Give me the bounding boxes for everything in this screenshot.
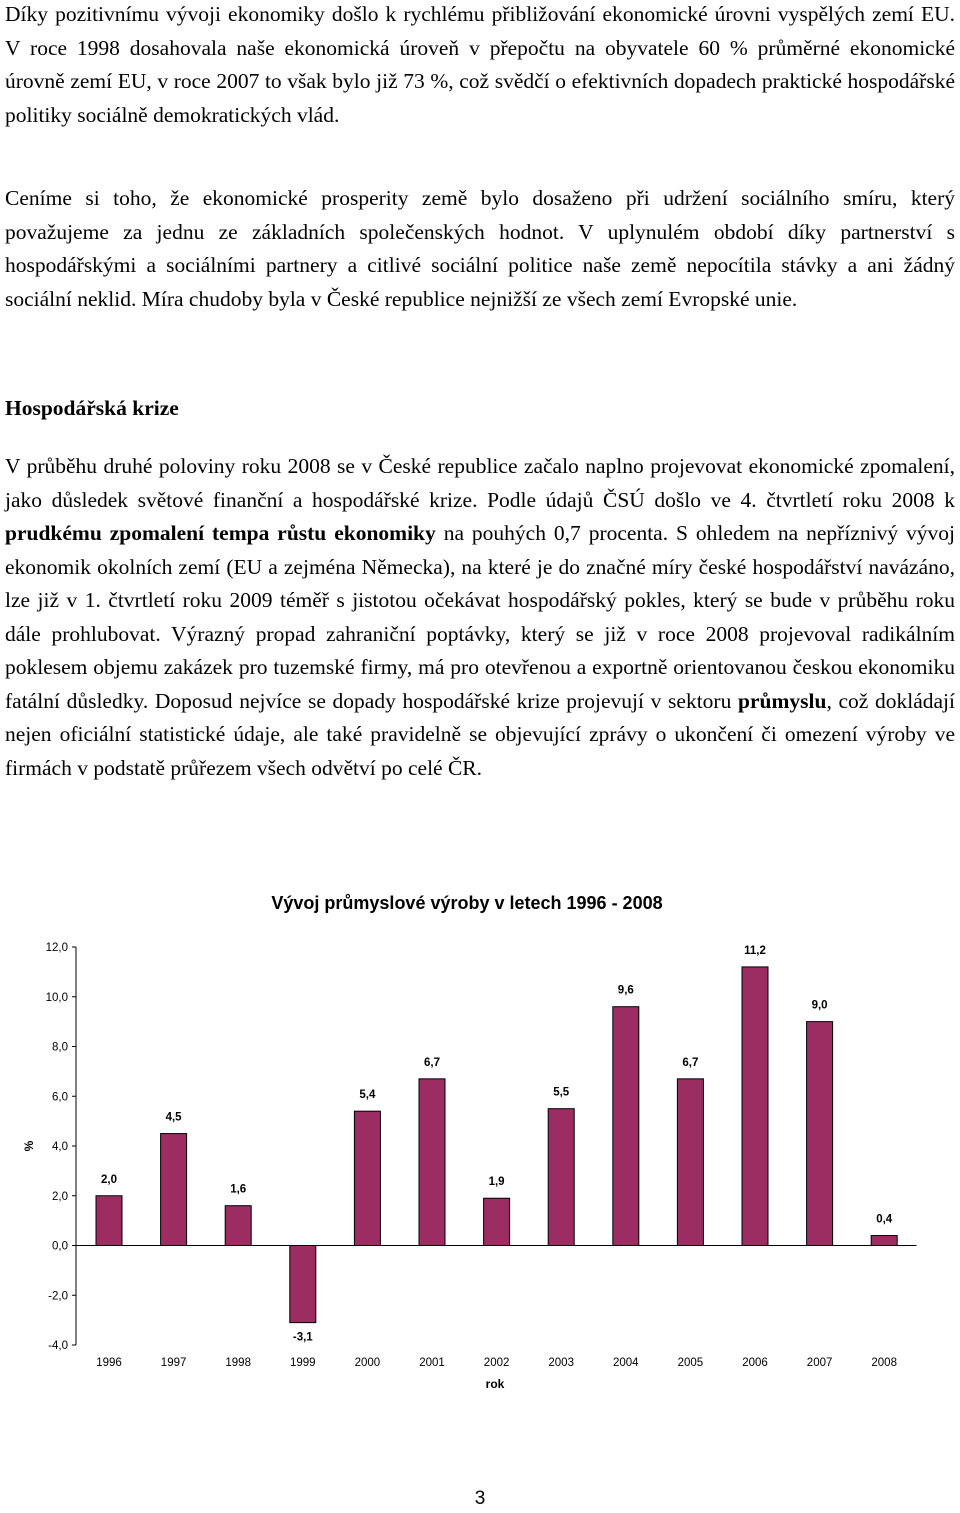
bar-value-label: 5,4 xyxy=(359,1089,376,1102)
bar-value-label: 4,5 xyxy=(165,1111,182,1124)
bars xyxy=(96,967,897,1323)
x-tick-label: 1999 xyxy=(290,1357,316,1369)
x-axis-label: rok xyxy=(485,1377,505,1391)
y-tick-label: -2,0 xyxy=(48,1290,68,1303)
y-axis-label: % xyxy=(22,1140,36,1152)
bar-value-label: 9,0 xyxy=(811,999,828,1012)
x-tick-label: 1998 xyxy=(225,1357,251,1369)
x-tick-label: 1997 xyxy=(160,1357,187,1369)
section-heading: Hospodářská krize xyxy=(5,396,179,420)
paragraph-economic-crisis xyxy=(5,450,955,785)
bar xyxy=(742,967,768,1246)
page-number: 3 xyxy=(474,1488,486,1509)
paragraph-text-part: na pouhých 0,7 procenta. S ohledem na nepříznivý vývoj ekonomik okolních zemí (EU a zejména Německa), na které je do značné míry české hospodářství navázáno, lze již v 1. čtvrtletí roku 2009 téměř s jistotou očekávat hospodářský pokles, který se bude v průběhu roku dále prohlubovat. Výrazný propad zahraniční poptávky, který se již v roce 2008 projevoval radikálním poklesem objemu zakázek pro tuzemské firmy, má pro otevřenou a exportně orientovanou českou ekonomiku fatální důsledky. Doposud nejvíce se dopady hospodářské krize projevují v sektoru xyxy=(5,521,955,713)
bar xyxy=(161,1134,187,1246)
x-tick-label: 2007 xyxy=(806,1357,833,1369)
x-tick-label: 2003 xyxy=(548,1357,574,1369)
bar xyxy=(548,1109,574,1246)
bar xyxy=(225,1206,251,1246)
paragraph-text: Díky pozitivnímu vývoji ekonomiky došlo k rychlému přibližování ekonomické úrovni vyspělých zemí EU. V roce 1998 dosahovala naše ekonomická úroveň v přepočtu na obyvatele 60 % průměrné ekonomické úrovně zemí EU, v roce 2007 to však bylo již 73 %, což svědčí o efektivních dopadech praktické hospodářské politiky sociálně demokratických vlád. xyxy=(5,2,955,127)
x-tick-label: 1996 xyxy=(96,1357,122,1369)
y-tick-label: 6,0 xyxy=(52,1091,68,1104)
x-tick-label: 2001 xyxy=(419,1357,445,1369)
paragraph-text xyxy=(5,450,955,785)
bar-value-label: 11,2 xyxy=(744,944,766,957)
bar xyxy=(290,1246,316,1323)
bar-value-label: 9,6 xyxy=(617,984,634,997)
bar-value-label: 6,7 xyxy=(424,1056,440,1069)
x-tick-label: 2004 xyxy=(613,1357,639,1369)
bar-value-label: 0,4 xyxy=(876,1213,893,1226)
x-tick-label: 2002 xyxy=(483,1357,510,1369)
bar-value-labels xyxy=(101,945,893,1344)
bar-value-label: -3,1 xyxy=(292,1331,313,1344)
y-tick-label: 0,0 xyxy=(52,1240,68,1253)
paragraph-text-part: , což dokládají nejen oficiální statistické údaje, ale také pravidelně se objevující zprávy o ukončení či omezení výroby ve firmách v podstatě průřezem všech odvětví po celé ČR. xyxy=(5,688,956,780)
bar xyxy=(677,1079,703,1246)
x-tick-label: 2008 xyxy=(871,1357,897,1369)
bar-value-label: 1,6 xyxy=(230,1183,247,1196)
bar xyxy=(96,1196,122,1246)
paragraph-economic-development xyxy=(5,0,955,132)
paragraph-text-part: V průběhu druhé poloviny roku 2008 se v České republice začalo naplno projevovat ekonomické zpomalení, jako důsledek světové finanční a hospodářské krize. Podle údajů ČSÚ došlo ve 4. čtvrtletí roku 2008 k xyxy=(5,454,955,512)
bar xyxy=(871,1236,897,1246)
y-tick-label: 8,0 xyxy=(52,1041,68,1054)
x-axis-tick-labels xyxy=(96,1357,897,1369)
paragraph-text: Ceníme si toho, že ekonomické prosperity země bylo dosaženo při udržení sociálního smíru, který považujeme za jednu ze základních společenských hodnot. V uplynulém období díky partnerství s hospodářskými a sociálními partnery a citlivé sociální politice naše země nepocítila stávky a ani žádný sociální neklid. Míra chudoby byla v České republice nejnižší ze všech zemí Evropské unie. xyxy=(5,186,955,311)
chart-title: Vývoj průmyslové výroby v letech 1996 - 2008 xyxy=(271,893,663,913)
x-tick-label: 2000 xyxy=(354,1357,381,1369)
x-tick-label: 2006 xyxy=(742,1357,768,1369)
bar xyxy=(419,1079,445,1246)
bar xyxy=(484,1198,510,1245)
bar-value-label: 6,7 xyxy=(682,1056,699,1069)
y-tick-label: 10,0 xyxy=(45,991,68,1004)
bar-value-label: 1,9 xyxy=(488,1176,505,1189)
y-axis-ticks xyxy=(46,942,76,1352)
y-tick-label: 2,0 xyxy=(52,1190,68,1203)
bold-text-industry: průmyslu xyxy=(738,688,827,713)
bar-value-label: 5,5 xyxy=(553,1086,570,1099)
x-tick-label: 2005 xyxy=(677,1357,704,1369)
bar xyxy=(807,1022,833,1246)
bar-value-label: 2,0 xyxy=(101,1173,117,1186)
y-tick-label: 12,0 xyxy=(45,942,68,954)
bar xyxy=(613,1007,639,1246)
industrial-production-chart xyxy=(0,880,960,1400)
bar xyxy=(354,1111,380,1245)
y-tick-label: 4,0 xyxy=(52,1141,68,1153)
y-tick-label: -4,0 xyxy=(48,1340,68,1352)
paragraph-social-peace xyxy=(5,182,955,316)
bold-text-slowdown: prudkému zpomalení tempa růstu ekonomiky xyxy=(5,521,436,545)
